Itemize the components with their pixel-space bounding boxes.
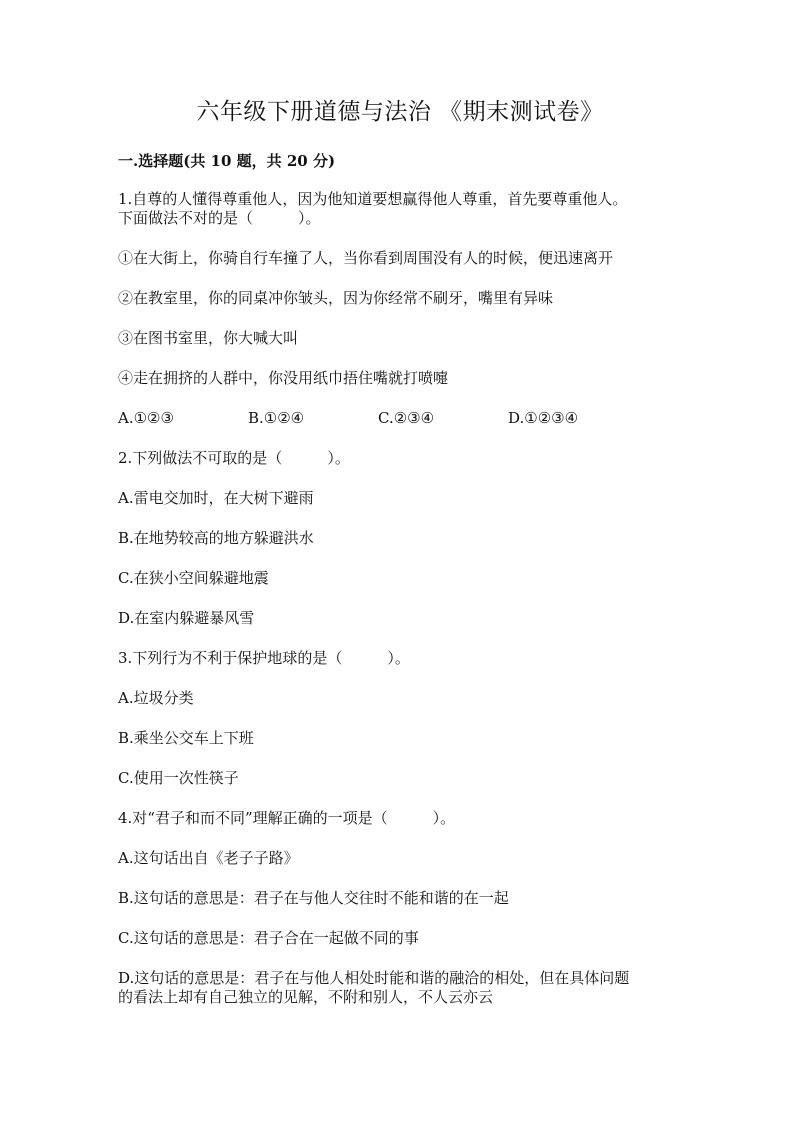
option-d[interactable]: D.①②③④ [508,409,579,427]
question-stem: 3.下列行为不利于保护地球的是（ ）。 [118,649,410,667]
section-heading: 一.选择题(共 10 题，共 20 分) [118,152,336,170]
option-c[interactable]: C.在狭小空间躲避地震 [118,569,269,587]
option-a[interactable]: A.雷电交加时，在大树下避雨 [118,489,314,507]
answer-options [118,409,686,428]
option-d-line-2: 的看法上却有自己独立的见解，不附和别人，不人云亦云 [118,988,494,1006]
question-3 [118,649,686,788]
question-stem-line-2: 下面做法不对的是（ ）。 [118,209,321,227]
statement-3: ③在图书室里，你大喊大叫 [118,329,299,347]
option-c[interactable]: C.使用一次性筷子 [118,769,239,787]
question-stem-line-1: 1.自尊的人懂得尊重他人，因为他知道要想赢得他人尊重，首先要尊重他人。 [118,190,628,208]
option-c[interactable]: C.这句话的意思是：君子合在一起做不同的事 [118,929,419,947]
option-d[interactable]: D.在室内躲避暴风雪 [118,609,255,627]
question-list [118,190,686,1028]
option-d[interactable] [118,969,686,1007]
option-c[interactable]: C.②③④ [378,409,435,427]
question-4 [118,809,686,1007]
page-title: 六年级下册道德与法治 《期末测试卷》 [196,99,604,125]
question-stem: 2.下列做法不可取的是（ ）。 [118,449,350,467]
statement-1: ①在大街上，你骑自行车撞了人，当你看到周围没有人的时候，便迅速离开 [118,249,614,267]
statement-4: ④走在拥挤的人群中，你没用纸巾捂住嘴就打喷嚏 [118,369,449,387]
option-d-line-1: D.这句话的意思是：君子在与他人相处时能和谐的融洽的相处，但在具体问题 [118,969,630,987]
option-b[interactable]: B.这句话的意思是：君子在与他人交往时不能和谐的在一起 [118,889,509,907]
option-a[interactable]: A.垃圾分类 [118,689,194,707]
question-2 [118,449,686,628]
question-stem [118,190,686,228]
option-a[interactable]: A.这句话出自《老子子路》 [118,849,299,867]
option-a[interactable]: A.①②③ [118,409,174,427]
question-stem: 4.对“君子和而不同”理解正确的一项是（ ）。 [118,809,456,827]
statement-2: ②在教室里，你的同桌冲你皱头，因为你经常不刷牙，嘴里有异味 [118,289,554,307]
question-1 [118,190,686,428]
option-b[interactable]: B.乘坐公交车上下班 [118,729,254,747]
option-b[interactable]: B.①②④ [248,409,305,427]
option-b[interactable]: B.在地势较高的地方躲避洪水 [118,529,314,547]
